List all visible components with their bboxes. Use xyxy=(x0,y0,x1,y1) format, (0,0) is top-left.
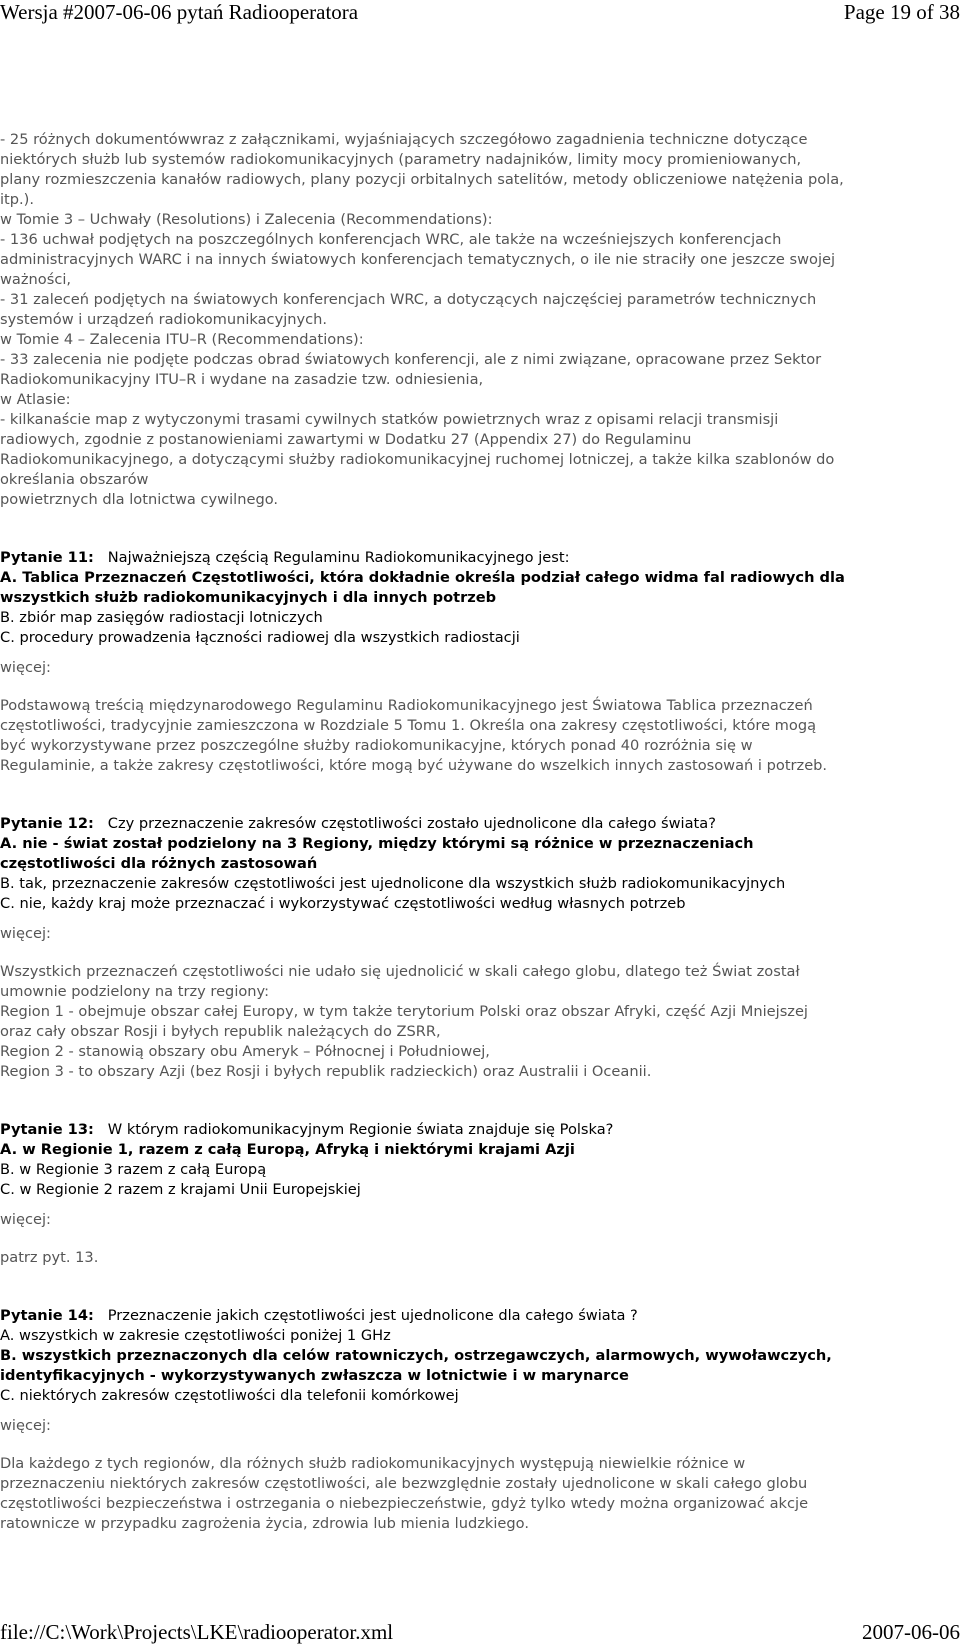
answer-a: A. wszystkich w zakresie częstotliwości poniżej 1 GHz xyxy=(0,1327,391,1344)
intro-line: administracyjnych WARC i na innych światowych konferencjach tematycznych, o ile nie straciły one jeszcze swojej xyxy=(0,251,836,268)
question-text: Najważniejszą częścią Regulaminu Radiokomunikacyjnego jest: xyxy=(107,549,570,566)
intro-line: określania obszarów xyxy=(0,471,149,488)
question-text: Czy przeznaczenie zakresów częstotliwości zostało ujednolicone dla całego świata? xyxy=(107,815,716,832)
explanation-line: patrz pyt. 13. xyxy=(0,1249,99,1266)
explanation-line: częstotliwości bezpieczeństwa i ostrzegania o niebezpieczeństwie, gdyż tylko wtedy można organizować akcje xyxy=(0,1495,809,1512)
footer-date: 2007-06-06 xyxy=(862,1620,960,1644)
document-title: Wersja #2007-06-06 pytań Radiooperatora xyxy=(0,0,359,24)
answer-b: B. tak, przeznaczenie zakresów częstotliwości jest ujednolicone dla wszystkich służb radiokomunikacyjnych xyxy=(0,875,786,892)
answer-a: wszystkich służb radiokomunikacyjnych i dla innych potrzeb xyxy=(0,589,497,606)
explanation-line: ratownicze w przypadku zagrożenia życia, zdrowia lub mienia ludzkiego. xyxy=(0,1515,529,1532)
explanation-line: Region 3 - to obszary Azji (bez Rosji i byłych republik radzieckich) oraz Australii i Oceanii. xyxy=(0,1063,652,1080)
explanation-line: Wszystkich przeznaczeń częstotliwości nie udało się ujednolicić w skali całego globu, dlatego też Świat został xyxy=(0,963,800,980)
intro-line: - kilkanaście map z wytyczonymi trasami cywilnych statków powietrznych wraz z opisami relacji transmisji xyxy=(0,411,779,428)
page-number: Page 19 of 38 xyxy=(843,0,960,24)
explanation-line: umownie podzielony na trzy regiony: xyxy=(0,983,270,1000)
question-text: Przeznaczenie jakich częstotliwości jest ujednolicone dla całego świata ? xyxy=(107,1307,638,1324)
intro-line: w Atlasie: xyxy=(0,391,71,408)
page-content xyxy=(0,130,948,1534)
explanation-line: oraz cały obszar Rosji i byłych republik należących do ZSRR, xyxy=(0,1023,441,1040)
question-line xyxy=(0,1120,948,1140)
intro-line: - 25 różnych dokumentówwraz z załącznikami, wyjaśniających szczegółowo zagadnienia techniczne dotyczące xyxy=(0,131,808,148)
intro-line: radiowych, zgodnie z postanowieniami zawartymi w Dodatku 27 (Appendix 27) do Regulaminu xyxy=(0,431,692,448)
answer-b: B. zbiór map zasięgów radiostacji lotniczych xyxy=(0,609,323,626)
answer-b: B. wszystkich przeznaczonych dla celów ratowniczych, ostrzegawczych, alarmowych, wywoławczych, xyxy=(0,1347,832,1364)
explanation-line: Region 1 - obejmuje obszar całej Europy, w tym także terytorium Polski oraz obszar Afryki, część Azji Mniejszej xyxy=(0,1003,808,1020)
page-header xyxy=(0,0,960,28)
question-text: W którym radiokomunikacyjnym Regionie świata znajduje się Polska? xyxy=(107,1121,614,1138)
intro-line: itp.). xyxy=(0,191,35,208)
question-label: Pytanie 13: xyxy=(0,1121,94,1138)
question-line xyxy=(0,548,948,568)
answer-c: C. w Regionie 2 razem z krajami Unii Europejskiej xyxy=(0,1181,361,1198)
file-path: file://C:\Work\Projects\LKE\radiooperator.xml xyxy=(0,1620,394,1644)
explanation-line: być wykorzystywane przez poszczególne służby radiokomunikacyjne, których ponad 40 rozróżnia się w xyxy=(0,737,753,754)
answer-a: częstotliwości dla różnych zastosowań xyxy=(0,855,318,872)
explanation-line: Dla każdego z tych regionów, dla różnych służb radiokomunikacyjnych występują niewielkie różnice w xyxy=(0,1455,746,1472)
answer-a: A. w Regionie 1, razem z całą Europą, Afryką i niektórymi krajami Azji xyxy=(0,1141,575,1158)
explanation-line: Region 2 - stanowią obszary obu Ameryk – Północnej i Południowej, xyxy=(0,1043,490,1060)
explanation-line: przeznaczeniu niektórych zakresów częstotliwości, ale bezwzględnie zostały ujednolicone w skali całego globu xyxy=(0,1475,808,1492)
intro-line: w Tomie 4 – Zalecenia ITU–R (Recommendations): xyxy=(0,331,364,348)
intro-section xyxy=(0,130,948,510)
answer-a: A. nie - świat został podzielony na 3 Regiony, między którymi są różnice w przeznaczeniach xyxy=(0,835,754,852)
explanation-line: Podstawową treścią międzynarodowego Regulaminu Radiokomunikacyjnego jest Światowa Tablica przeznaczeń xyxy=(0,697,813,714)
question-11 xyxy=(0,548,948,776)
intro-line: - 33 zalecenia nie podjęte podczas obrad światowych konferencji, ale z nimi związane, opracowane przez Sektor xyxy=(0,351,822,368)
more-label: więcej: xyxy=(0,925,51,942)
intro-line: systemów i urządzeń radiokomunikacyjnych. xyxy=(0,311,328,328)
question-line xyxy=(0,1306,948,1326)
intro-line: - 31 zaleceń podjętych na światowych konferencjach WRC, a dotyczących najczęściej parametrów technicznych xyxy=(0,291,817,308)
intro-line: powietrznych dla lotnictwa cywilnego. xyxy=(0,491,279,508)
explanation-line: częstotliwości, tradycyjnie zamieszczona w Rozdziale 5 Tomu 1. Określa ona zakresy częstotliwości, które mogą xyxy=(0,717,817,734)
intro-line: plany rozmieszczenia kanałów radiowych, plany pozycji orbitalnych satelitów, metody obliczeniowe natężenia pola, xyxy=(0,171,844,188)
question-line xyxy=(0,814,948,834)
answer-c: C. nie, każdy kraj może przeznaczać i wykorzystywać częstotliwości według własnych potrzeb xyxy=(0,895,686,912)
intro-line: w Tomie 3 – Uchwały (Resolutions) i Zalecenia (Recommendations): xyxy=(0,211,493,228)
more-label: więcej: xyxy=(0,1417,51,1434)
explanation-line: Regulaminie, a także zakresy częstotliwości, które mogą być używane do wszelkich innych zastosowań i potrzeb. xyxy=(0,757,828,774)
intro-line: ważności, xyxy=(0,271,72,288)
question-label: Pytanie 11: xyxy=(0,549,94,566)
answer-b: identyfikacyjnych - wykorzystywanych zwłaszcza w lotnictwie i w marynarce xyxy=(0,1367,629,1384)
more-label: więcej: xyxy=(0,1211,51,1228)
page-footer xyxy=(0,1620,960,1648)
question-14 xyxy=(0,1306,948,1534)
answer-c: C. procedury prowadzenia łączności radiowej dla wszystkich radiostacji xyxy=(0,629,520,646)
answer-b: B. w Regionie 3 razem z całą Europą xyxy=(0,1161,267,1178)
question-label: Pytanie 12: xyxy=(0,815,94,832)
question-12 xyxy=(0,814,948,1082)
more-label: więcej: xyxy=(0,659,51,676)
intro-line: Radiokomunikacyjny ITU–R i wydane na zasadzie tzw. odniesienia, xyxy=(0,371,484,388)
answer-a: A. Tablica Przeznaczeń Częstotliwości, która dokładnie określa podział całego widma fal radiowych dla xyxy=(0,569,845,586)
intro-line: niektórych służb lub systemów radiokomunikacyjnych (parametry nadajników, limity mocy promieniowanych, xyxy=(0,151,802,168)
intro-line: - 136 uchwał podjętych na poszczególnych konferencjach WRC, ale także na wcześniejszych konferencjach xyxy=(0,231,782,248)
answer-c: C. niektórych zakresów częstotliwości dla telefonii komórkowej xyxy=(0,1387,459,1404)
intro-line: Radiokomunikacyjnego, a dotyczącymi służby radiokomunikacyjnej ruchomej lotniczej, a także kilka szablonów do xyxy=(0,451,835,468)
question-label: Pytanie 14: xyxy=(0,1307,94,1324)
question-13 xyxy=(0,1120,948,1268)
